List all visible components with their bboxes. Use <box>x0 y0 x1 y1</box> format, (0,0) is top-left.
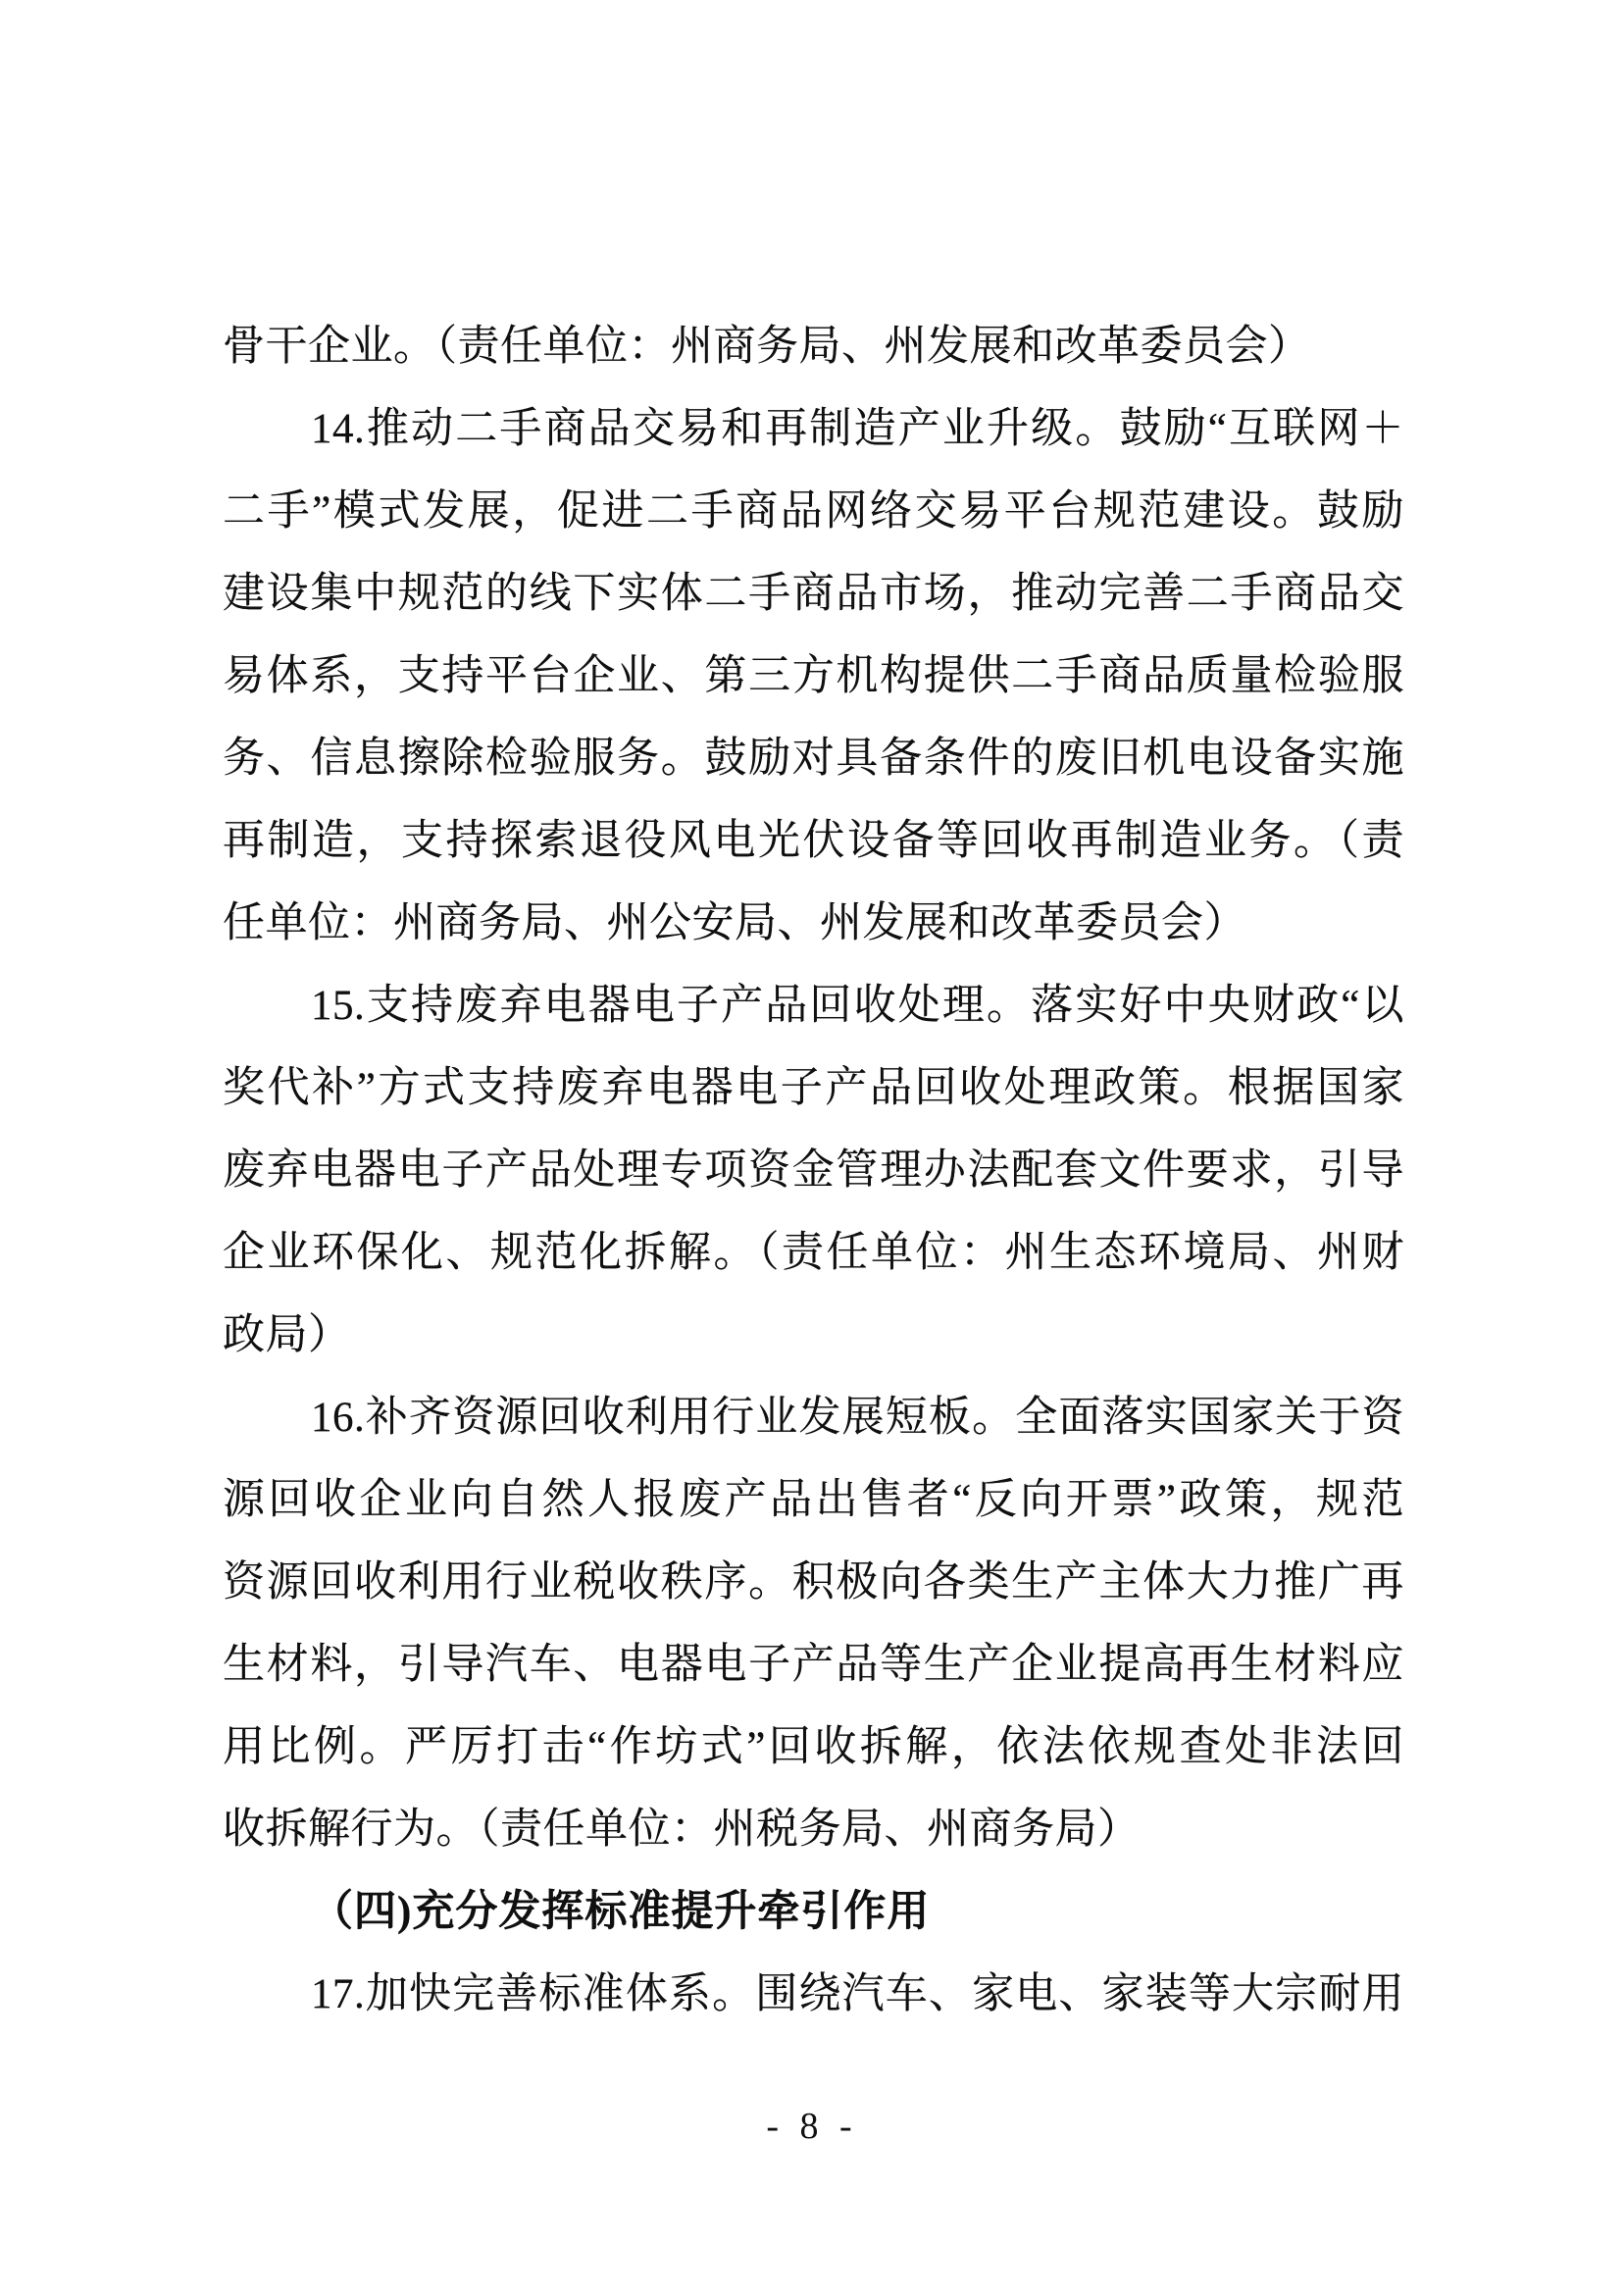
paragraph-line: 17.加快完善标准体系。围绕汽车、家电、家装等大宗耐用 <box>311 1971 1404 2017</box>
document-body <box>223 306 1404 2036</box>
paragraph-line: 生材料，引导汽车、电器电子产品等生产企业提高再生材料应 <box>223 1642 1404 1688</box>
paragraph-line: 任单位：州商务局、州公安局、州发展和改革委员会） <box>223 900 1246 946</box>
section-heading: （四)充分发挥标准提升牵引作用 <box>311 1889 931 1935</box>
paragraph-line: 奖代补”方式支持废弃电器电子产品回收处理政策。根据国家 <box>223 1065 1404 1111</box>
paragraph-line: 收拆解行为。（责任单位：州税务局、州商务局） <box>223 1807 1141 1853</box>
paragraph-line: 16.补齐资源回收利用行业发展短板。全面落实国家关于资 <box>311 1395 1404 1441</box>
paragraph-line: 企业环保化、规范化拆解。（责任单位：州生态环境局、州财 <box>223 1230 1404 1276</box>
paragraph-line: 易体系，支持平台企业、第三方机构提供二手商品质量检验服 <box>223 653 1404 699</box>
paragraph-line: 资源回收利用行业税收秩序。积极向各类生产主体大力推广再 <box>223 1559 1404 1605</box>
paragraph-line: 14.推动二手商品交易和再制造产业升级。鼓励“互联网＋ <box>311 406 1404 452</box>
paragraph-line: 15.支持废弃电器电子产品回收处理。落实好中央财政“以 <box>311 983 1404 1029</box>
paragraph-line: 废弃电器电子产品处理专项资金管理办法配套文件要求，引导 <box>223 1147 1404 1194</box>
paragraph-line: 再制造，支持探索退役风电光伏设备等回收再制造业务。（责 <box>223 818 1404 864</box>
paragraph-line: 务、信息擦除检验服务。鼓励对具备条件的废旧机电设备实施 <box>223 736 1404 782</box>
paragraph-line: 骨干企业。（责任单位：州商务局、州发展和改革委员会） <box>223 324 1311 370</box>
paragraph-line: 用比例。严厉打击“作坊式”回收拆解，依法依规查处非法回 <box>223 1724 1404 1770</box>
paragraph-line: 建设集中规范的线下实体二手商品市场，推动完善二手商品交 <box>223 571 1404 617</box>
page-number: - 8 - <box>766 2106 858 2147</box>
paragraph-line: 源回收企业向自然人报废产品出售者“反向开票”政策，规范 <box>223 1477 1404 1523</box>
paragraph-line: 二手”模式发展，促进二手商品网络交易平台规范建设。鼓励 <box>223 488 1404 535</box>
paragraph-line: 政局） <box>223 1312 351 1358</box>
